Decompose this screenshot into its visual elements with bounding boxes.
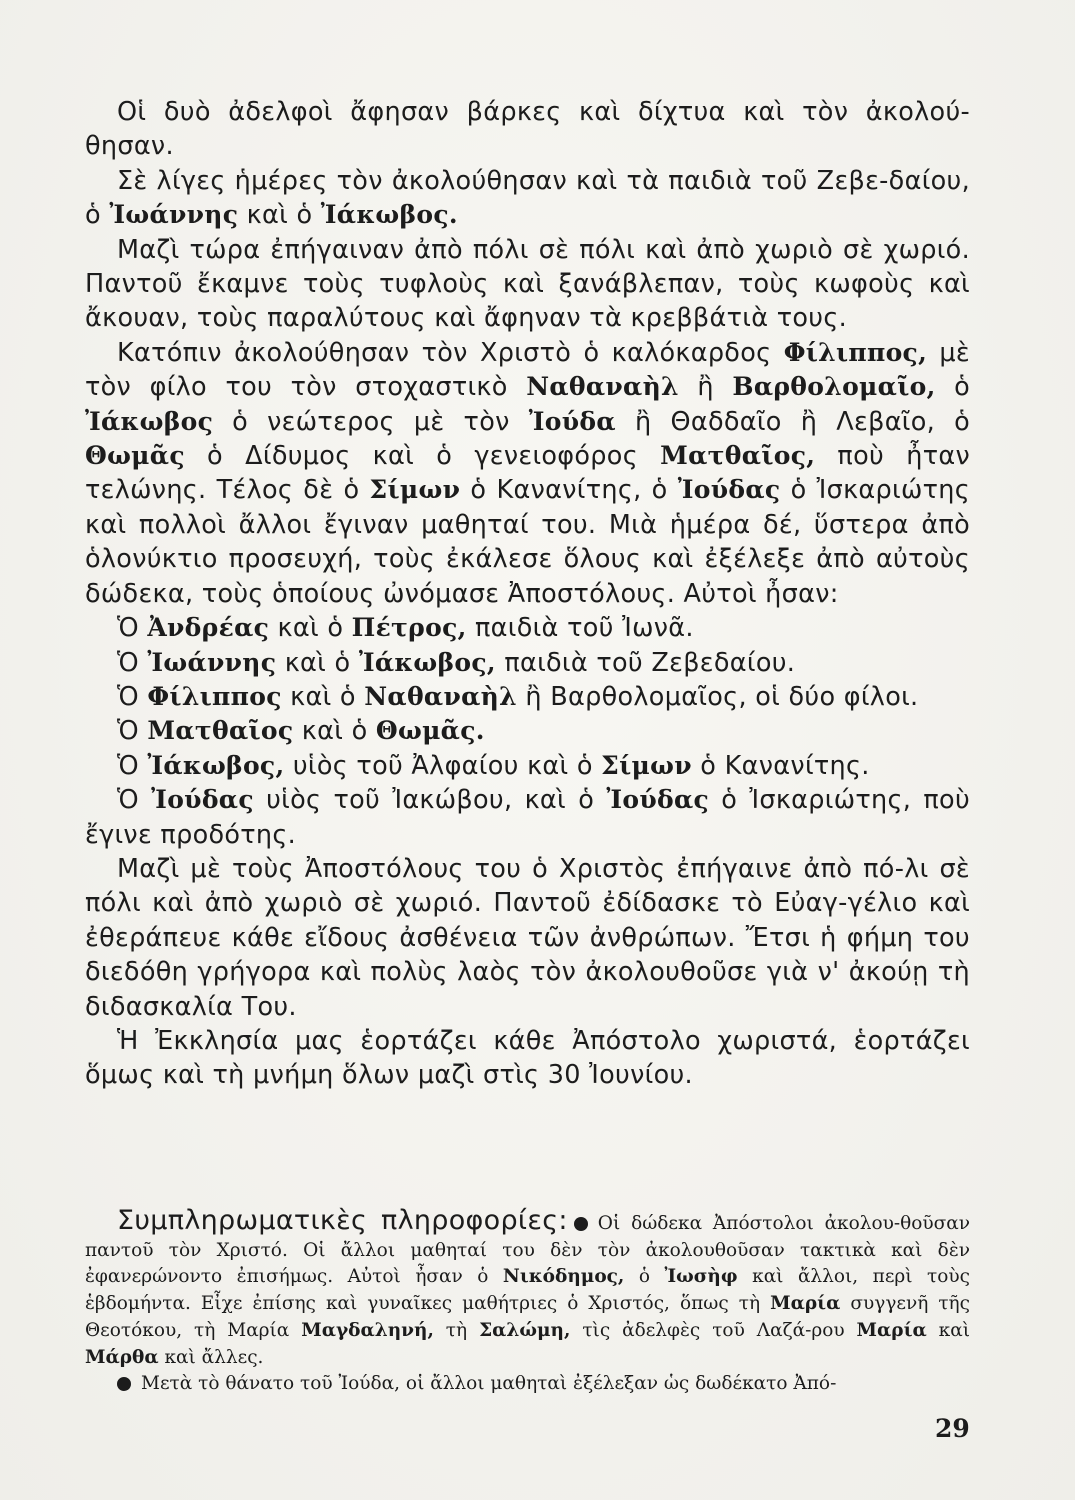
name-magdalini: Μαγδαληνή, <box>301 1319 434 1341</box>
bullet-icon <box>117 1377 131 1391</box>
name-martha: Μάρθα <box>85 1346 159 1368</box>
text-run: παιδιὰ τοῦ Ἰωνᾶ. <box>466 613 694 644</box>
name-iakovos: Ἰάκωβος, <box>358 647 496 677</box>
text-run: ὁ Ἰσκαριώτης, ποὺ ἔγινε προδότης. <box>85 785 970 850</box>
name-matthaios: Ματθαῖος <box>147 716 294 746</box>
text-run: Ὁ <box>117 716 148 747</box>
text-run: ἢ <box>678 372 733 403</box>
text-run: καὶ ὁ <box>269 613 352 644</box>
apostle-pair-4 <box>85 714 970 748</box>
text-run: Μαζὶ μὲ τοὺς Ἀποστόλους του ὁ Χριστὸς ἐπήγαινε ἀπὸ πό-λι σὲ πόλι καὶ ἀπὸ χωριὸ σὲ χωριό. Παντοῦ ἐδίδασκε τὸ Εὐαγ-γέλιο καὶ ἐθεράπευε κάθε εἴδους ἀσθένεια τῶν ἀνθρώπων. Ἔτσι ἡ φήμη του διεδόθη γρήγορα καὶ πολὺς λαὸς τὸν ἀκολουθοῦσε γιὰ ν' ἀκούῃ τὴ διδασκαλία Του. <box>85 853 970 1022</box>
text-run: ποὺ ἦταν τελώνης. Τέλος δὲ ὁ <box>85 441 970 506</box>
name-ioannis: Ἰωάννης <box>109 200 239 230</box>
text-run: ὁ Κανανίτης. <box>691 750 870 781</box>
name-bartholomaios: Βαρθολομαῖο, <box>732 372 936 402</box>
name-iakovos: Ἰάκωβος. <box>320 200 458 230</box>
main-text <box>85 95 970 1093</box>
text-run: Κατόπιν ἀκολούθησαν τὸν Χριστὸ ὁ καλόκαρδος <box>117 337 784 368</box>
paragraph-5 <box>85 783 970 852</box>
apostle-pair-3 <box>85 680 970 714</box>
text-run: καὶ <box>926 1319 970 1341</box>
text-run: Ὁ <box>117 785 152 816</box>
text-run: μὲ τὸν φίλο του τὸν στοχαστικὸ <box>85 337 970 403</box>
text-run: ὁ νεώτερος μὲ τὸν <box>213 406 529 437</box>
name-simon: Σίμων <box>601 750 692 780</box>
text-run: Οἱ δώδεκα Ἀπόστολοι ἀκολου-θοῦσαν παντοῦ τὸν Χριστό. Οἱ ἄλλοι μαθηταί του δὲν τὸν ἀκολουθοῦσαν τακτικὰ καὶ δὲν ἐφανερώνοντο ἐπισήμως. Αὐτοὶ ἦσαν ὁ <box>85 1213 971 1288</box>
name-ioudas-iskariotis: Ἰούδας <box>606 785 710 815</box>
text-run: Ἡ Ἐκκλησία μας ἑορτάζει κάθε Ἀπόστολο χωριστά, ἑορτάζει ὅμως καὶ τὴ μνήμη ὅλων μαζὶ στὶς 30 Ἰουνίου. <box>85 1025 970 1091</box>
text-run: Ὁ <box>117 750 148 781</box>
name-ioudas-iakovou: Ἰούδας <box>151 785 254 815</box>
text-run: Οἱ δυὸ ἀδελφοὶ ἄφησαν βάρκες καὶ δίχτυα καὶ τὸν ἀκολού-θησαν. <box>85 97 970 162</box>
text-run: υἱὸς τοῦ Ἀλφαίου καὶ ὁ <box>284 750 602 781</box>
name-iouda: Ἰούδα <box>528 406 616 436</box>
name-matthaios: Ματθαῖος, <box>660 441 816 471</box>
apostle-pair-5 <box>85 749 970 783</box>
name-thomas: Θωμᾶς. <box>375 716 485 746</box>
text-run: υἱὸς τοῦ Ἰακώβου, καὶ ὁ <box>253 785 607 816</box>
paragraph-1 <box>85 95 970 164</box>
text-run: ἢ Θαδδαῖο ἢ Λεβαῖο, ὁ <box>615 406 971 437</box>
paragraph-7 <box>85 1024 970 1093</box>
text-run: συγγενῆ τῆς Θεοτόκου, τὴ Μαρία <box>85 1293 971 1341</box>
note-2 <box>85 1371 970 1398</box>
text-run: παιδιὰ τοῦ Ζεβεδαίου. <box>495 647 796 678</box>
text-run: Ὁ <box>117 681 148 712</box>
text-run: καὶ ἄλλες. <box>158 1346 264 1368</box>
apostle-pair-1 <box>85 611 970 645</box>
name-filippos: Φίλιππος, <box>783 337 928 367</box>
text-run: ὁ Δίδυμος καὶ ὁ γενειοφόρος <box>184 441 661 472</box>
name-nathanael: Ναθαναὴλ <box>526 372 679 402</box>
text-run: καὶ ὁ <box>238 200 321 231</box>
text-run: Σὲ λίγες ἡμέρες τὸν ἀκολούθησαν καὶ τὰ παιδιὰ τοῦ Ζεβε-δαίου, ὁ <box>85 165 970 231</box>
name-ioannis: Ἰωάννης <box>147 647 277 677</box>
text-run: τὶς ἀδελφὲς τοῦ Λαζά-ρου <box>570 1319 857 1341</box>
paragraph-2 <box>85 164 970 233</box>
text-run: ὁ Κανανίτης, ὁ <box>460 475 678 506</box>
text-run: Ὁ <box>117 613 148 644</box>
paragraph-4 <box>85 336 970 611</box>
name-maria: Μαρία <box>770 1293 841 1315</box>
name-andreas: Ἀνδρέας <box>147 613 270 643</box>
name-salomi: Σαλώμη, <box>479 1319 571 1341</box>
name-simon: Σίμων <box>369 475 461 505</box>
name-ioudas: Ἰούδας <box>677 475 781 505</box>
name-maria-lazarou: Μαρία <box>856 1319 927 1341</box>
page-number: 29 <box>935 1414 970 1443</box>
text-run: ὁ <box>624 1266 665 1288</box>
notes-heading: Συμπληρωματικὲς πληροφορίες: <box>117 1205 568 1236</box>
text-run: ὁ Ἰσκαριώτης καὶ πολλοὶ ἄλλοι ἔγιναν μαθηταί του. Μιὰ ἡμέρα δέ, ὕστερα ἀπὸ ὁλονύκτιο προσευχή, τοὺς ἐκάλεσε ὅλους καὶ ἐξέλεξε ἀπὸ αὐτοὺς δώδεκα, τοὺς ὁποίους ὠνόμασε Ἀποστόλους. Αὐτοὶ ἦσαν: <box>85 475 970 609</box>
supplementary-notes <box>85 1205 971 1398</box>
apostle-pair-2 <box>85 646 970 680</box>
name-petros: Πέτρος, <box>351 613 467 643</box>
name-nathanael: Ναθαναὴλ <box>364 681 517 711</box>
paragraph-3 <box>85 233 970 336</box>
text-run: ὁ <box>935 372 971 403</box>
name-iakovos-alfaiou: Ἰάκωβος, <box>147 750 285 780</box>
name-thomas: Θωμᾶς <box>85 441 185 471</box>
paragraph-6 <box>85 852 970 1024</box>
text-run: καὶ ὁ <box>293 716 376 747</box>
name-iosif: Ἰωσὴφ <box>664 1266 738 1288</box>
name-nikodimos: Νικόδημος, <box>502 1266 625 1288</box>
bullet-icon <box>574 1217 588 1231</box>
name-iakovos-younger: Ἰάκωβος <box>85 406 214 436</box>
text-run: Ὁ <box>117 647 148 678</box>
text-run: τὴ <box>433 1319 480 1341</box>
text-run: ἢ Βαρθολομαῖος, οἱ δύο φίλοι. <box>516 681 919 712</box>
text-run: Μαζὶ τώρα ἐπήγαιναν ἀπὸ πόλι σὲ πόλι καὶ ἀπὸ χωριὸ σὲ χωριό. Παντοῦ ἔκαμνε τοὺς τυφλοὺς καὶ ξανάβλεπαν, τοὺς κωφοὺς καὶ ἄκουαν, τοὺς παραλύτους καὶ ἄφηναν τὰ κρεββάτιὰ τους. <box>85 234 970 334</box>
text-run: καὶ ὁ <box>276 647 359 678</box>
text-run: καὶ ὁ <box>281 681 365 712</box>
text-run: Μετὰ τὸ θάνατο τοῦ Ἰούδα, οἱ ἄλλοι μαθηταὶ ἐξέλεξαν ὡς δωδέκατο Ἀπό- <box>141 1373 837 1395</box>
text-run: καὶ ἄλλοι, περὶ τοὺς ἑβδομήντα. Εἶχε ἐπίσης καὶ γυναῖκες μαθήτριες ὁ Χριστός, ὅπως τὴ <box>85 1266 971 1315</box>
name-filippos: Φίλιππος <box>147 681 282 711</box>
